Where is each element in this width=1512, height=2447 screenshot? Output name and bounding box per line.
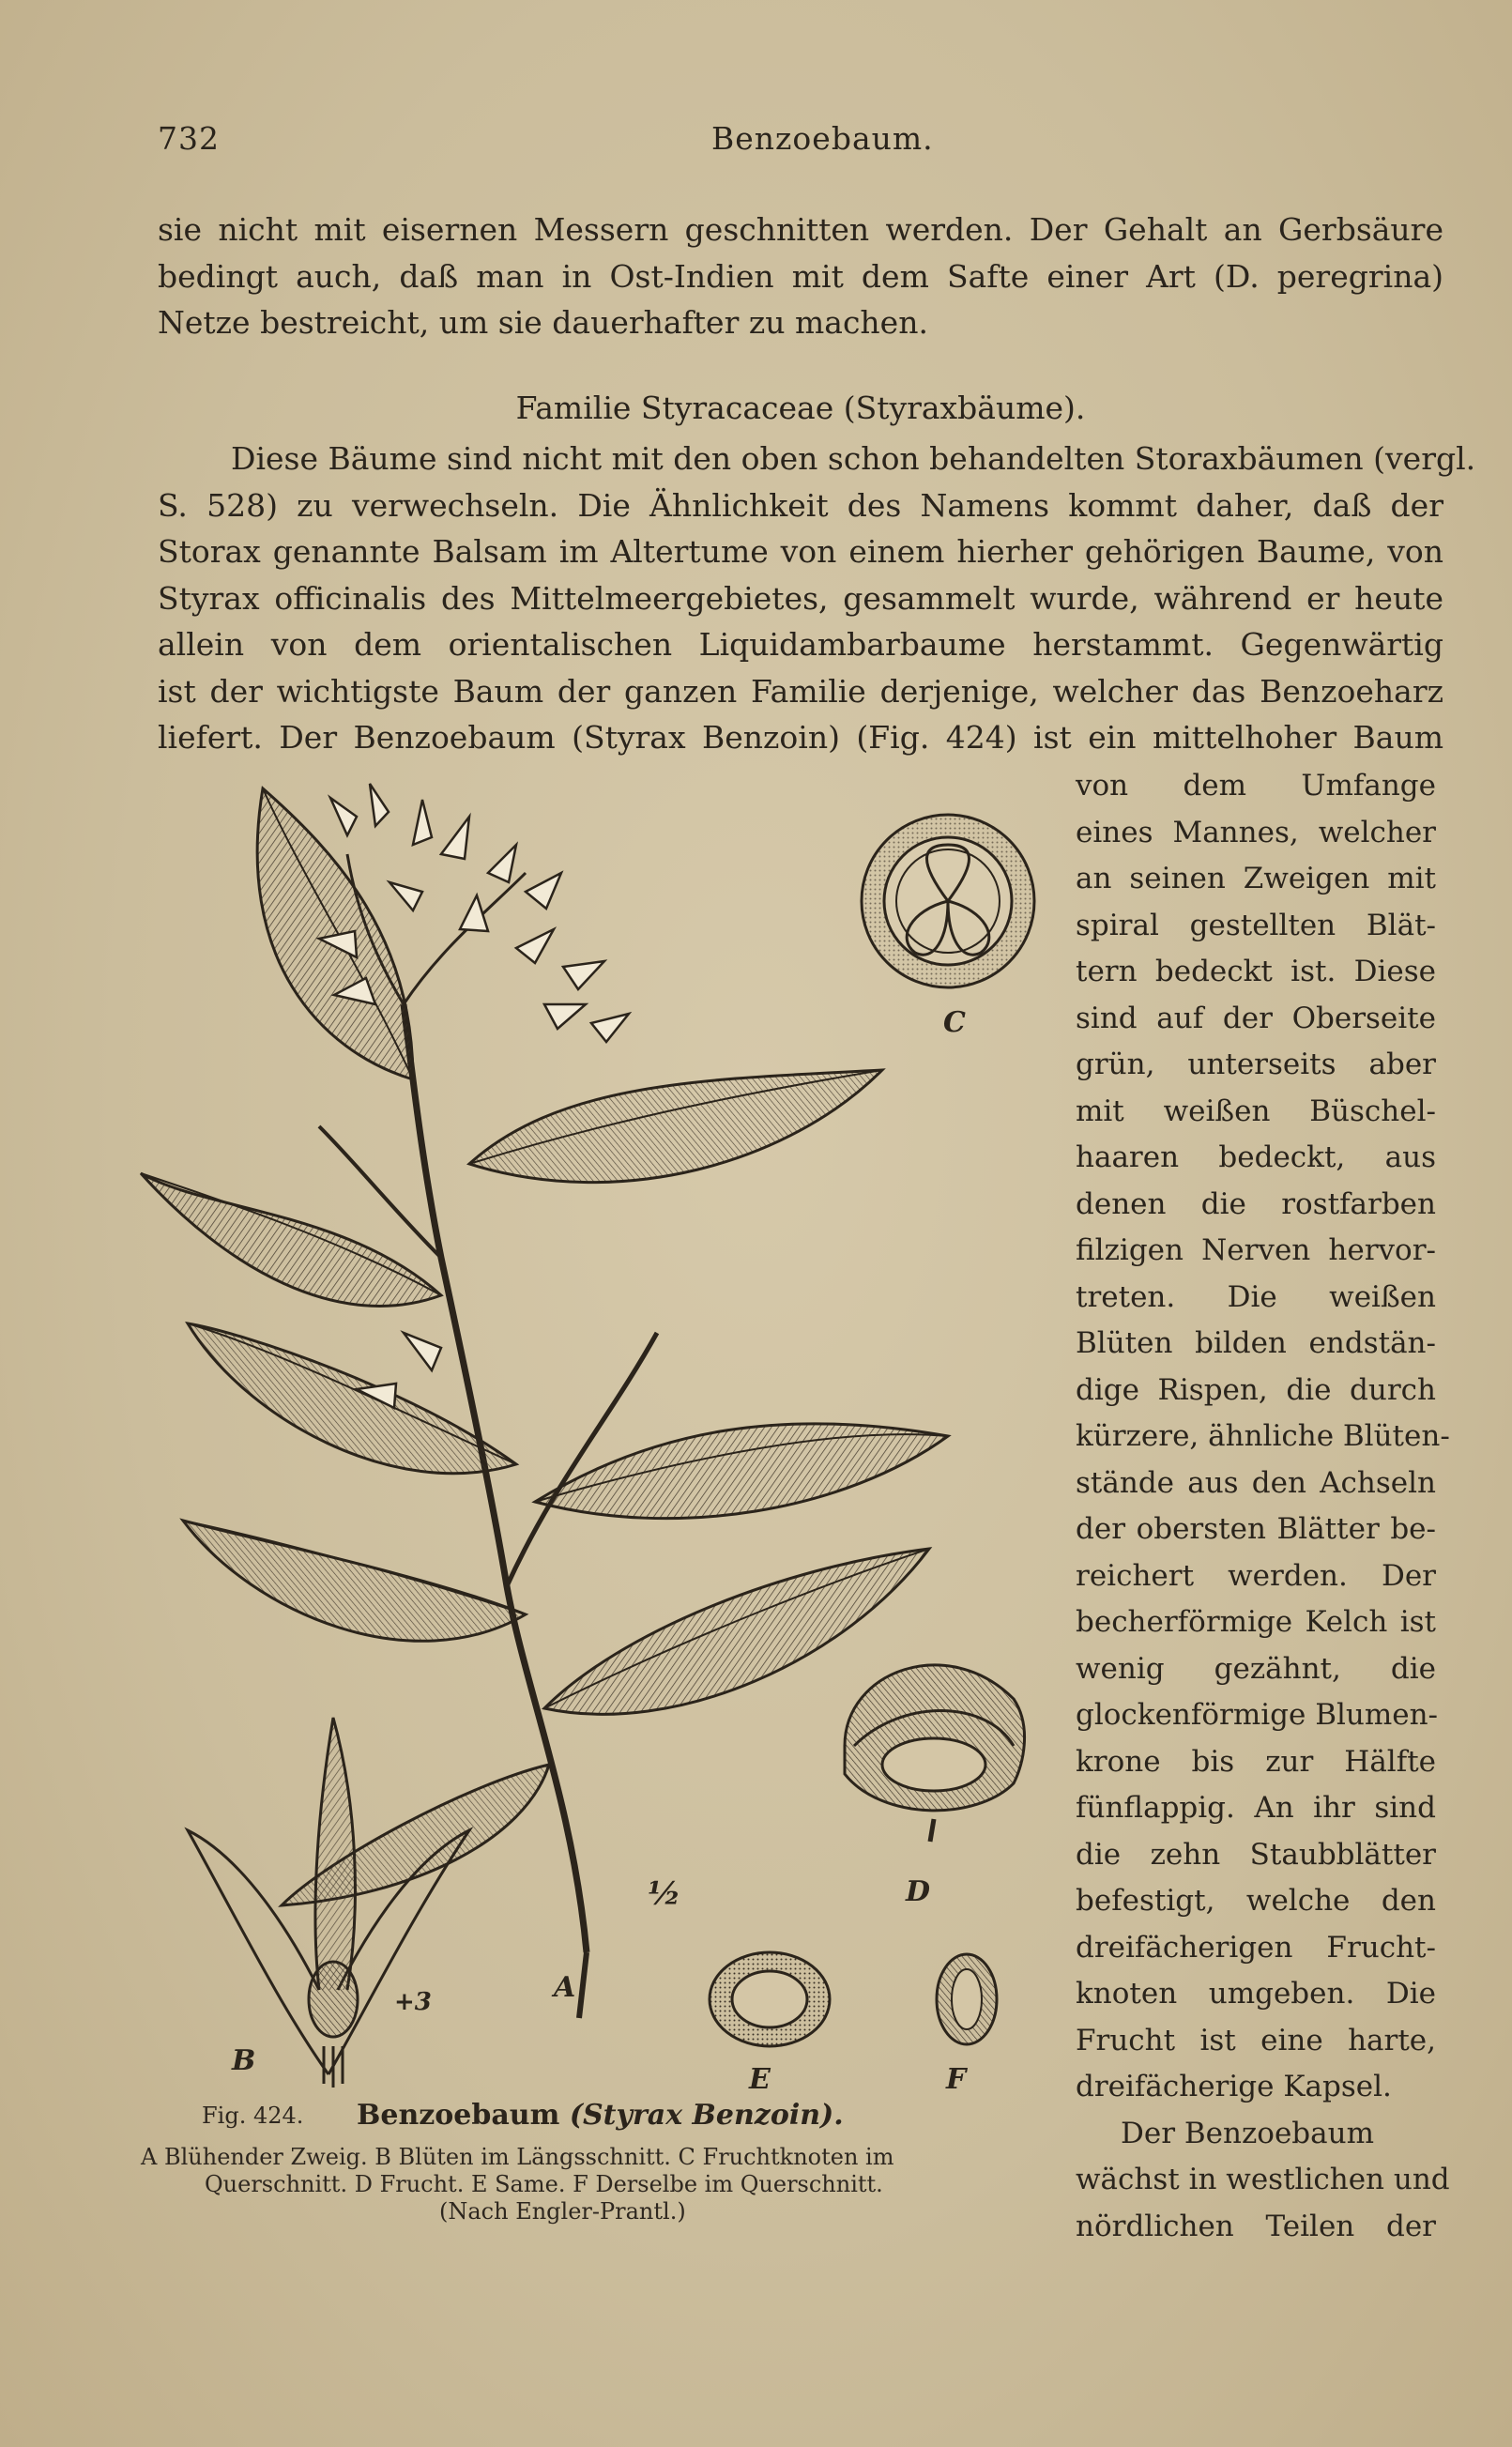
figure-label-d: D [906, 1875, 931, 1908]
intro-paragraph [158, 206, 1443, 346]
text-line: reichert werden. Der [1076, 1558, 1436, 1593]
text-line: knoten umgeben. Die [1076, 1977, 1436, 2011]
text-line: sind auf der Oberseite [1076, 1001, 1436, 1035]
text-line: krone bis zur Hälfte [1076, 1744, 1436, 1779]
seed-cross-section [937, 1954, 997, 2044]
text-line: Styrax officinalis des Mittelmeergebietes, gesammelt wurde, während er heute [158, 579, 1443, 617]
text-line: eines Mannes, welcher [1076, 815, 1436, 849]
text-line: glockenförmige Blumen- [1076, 1698, 1439, 1732]
text-line: fünflappig. An ihr sind [1076, 1791, 1436, 1825]
text-line: ist der wichtigste Baum der ganzen Familie derjenige, welcher das Benzoeharz [158, 672, 1443, 710]
right-column-text [1076, 763, 1450, 2250]
text-line: die zehn Staubblätter [1076, 1837, 1436, 1872]
text-line: Storax genannte Balsam im Altertume von einem hierher gehörigen Baume, von [158, 533, 1443, 570]
caption-line: (Nach Engler-Prantl.) [439, 2198, 686, 2225]
text-line: dreifächerigen Frucht- [1076, 1930, 1436, 1965]
figure-label-e: E [749, 2063, 771, 2096]
running-title: Benzoebaum. [711, 120, 934, 157]
seed-illustration [710, 1952, 830, 2046]
text-line: denen die rostfarben [1076, 1186, 1436, 1221]
text-line: dreifächerige Kapsel. [1076, 2070, 1392, 2103]
text-line: wächst in westlichen und [1076, 2163, 1450, 2196]
flowering-branch [141, 784, 948, 2018]
text-line: Blüten bilden endstän- [1076, 1326, 1436, 1360]
scale-label-half: ½ [648, 1875, 681, 1913]
fruit-illustration [845, 1665, 1025, 1842]
text-line: filzigen Nerven hervor- [1076, 1233, 1436, 1267]
text-line: mit weißen Büschel- [1076, 1094, 1436, 1128]
main-paragraph [158, 436, 1476, 761]
text-line: nördlichen Teilen der [1076, 2209, 1436, 2243]
text-line: befestigt, welche den [1076, 1884, 1436, 1918]
text-line: stände aus den Achseln [1076, 1465, 1436, 1500]
text-line: spiral gestellten Blät- [1076, 908, 1436, 942]
text-line: an seinen Zweigen mit [1076, 862, 1436, 895]
figure-number: Fig. 424. [202, 2103, 304, 2129]
text-line: Frucht ist eine harte, [1076, 2023, 1436, 2057]
caption-line: Querschnitt. D Frucht. E Same. F Derselbe im Querschnitt. [205, 2171, 883, 2197]
scale-label-three: +3 [394, 1988, 432, 2016]
text-line: liefert. Der Benzoebaum (Styrax Benzoin) (Fig. 424) ist ein mittelhoher Baum [158, 719, 1443, 756]
text-line: Netze bestreicht, um sie dauerhafter zu machen. [158, 304, 928, 341]
figure-title-latin: (Styrax Benzoin). [569, 2099, 844, 2132]
text-line: Diese Bäume sind nicht mit den oben schon behandelten Storaxbäumen (vergl. [231, 440, 1476, 477]
text-line: grün, unterseits aber [1076, 1048, 1436, 1081]
text-line: Der Benzoebaum [1121, 2116, 1374, 2150]
text-line: wenig gezähnt, die [1076, 1651, 1436, 1686]
figure-caption [141, 2144, 1046, 2225]
text-line: allein von dem orientalischen Liquidambarbaume herstammt. Gegenwärtig [158, 626, 1443, 663]
text-line: von dem Umfange [1076, 769, 1436, 803]
family-heading: Familie Styracaceae (Styraxbäume). [515, 390, 1086, 426]
text-line: tern bedeckt ist. Diese [1076, 955, 1436, 988]
figure-title [357, 2099, 844, 2132]
figure-label-b: B [232, 2044, 256, 2077]
text-line: der obersten Blätter be- [1076, 1512, 1436, 1546]
text-line: dige Rispen, die durch [1076, 1372, 1436, 1407]
text-line: kürzere, ähnliche Blüten- [1076, 1419, 1450, 1453]
text-line: haaren bedeckt, aus [1076, 1140, 1436, 1174]
text-line: sie nicht mit eisernen Messern geschnitten werden. Der Gehalt an Gerbsäure [158, 211, 1443, 248]
figure-label-a: A [554, 1971, 576, 2004]
flower-longitudinal-section [188, 1718, 469, 2088]
figure-label-c: C [943, 1006, 966, 1039]
figure-label-f: F [946, 2063, 967, 2096]
text-line: treten. Die weißen [1076, 1279, 1436, 1314]
ovary-cross-section [862, 815, 1034, 987]
text-line: becherförmige Kelch ist [1076, 1605, 1436, 1639]
caption-line: A Blühender Zweig. B Blüten im Längsschnitt. C Fruchtknoten im [141, 2144, 894, 2170]
page-number: 732 [158, 120, 220, 157]
text-line: bedingt auch, daß man in Ost-Indien mit dem Safte einer Art (D. peregrina) [158, 257, 1443, 295]
text-line: S. 528) zu verwechseln. Die Ähnlichkeit des Namens kommt daher, daß der [158, 486, 1443, 524]
figure-title-name: Benzoebaum [357, 2099, 560, 2132]
